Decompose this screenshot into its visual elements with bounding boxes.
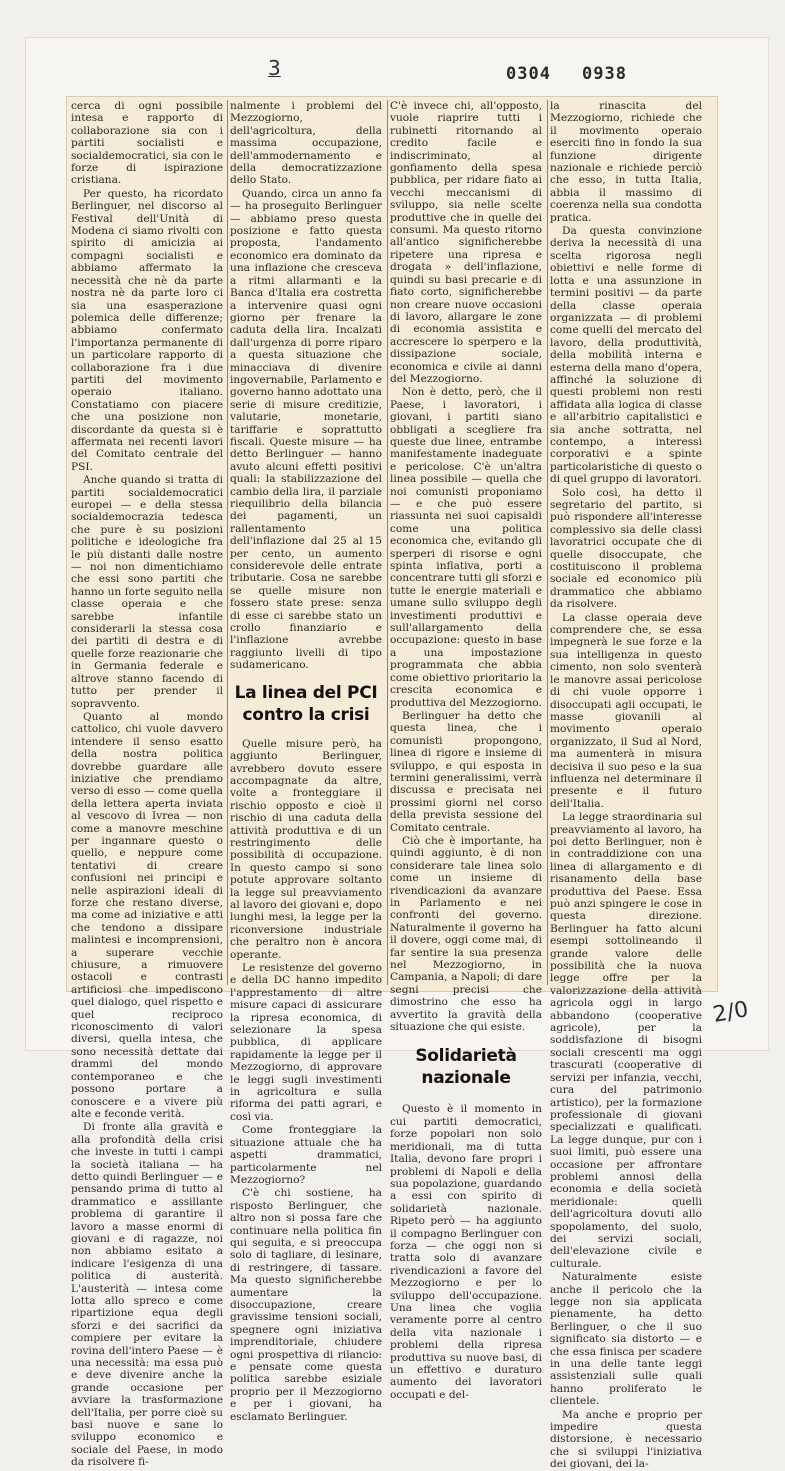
column-divider — [227, 100, 228, 985]
handwritten-page-number: 3 — [268, 56, 281, 80]
paragraph: Solo così, ha detto il segretario del partito, si può rispondere all'interesse complessivo sia delle classi lavoratrici occupate che di quelle disoccupate, che costituiscono il problema sociale ed economico più drammatico che abbiamo da risolvere. — [550, 486, 702, 611]
column-divider — [387, 100, 388, 985]
paragraph: nalmente i problemi del Mezzogiorno, dell'agricoltura, della massima occupazione, dell'ammodernamento e della democratizzazione dello Stato. — [230, 100, 382, 187]
paragraph: Come fronteggiare la situazione attuale che ha aspetti drammatici, particolarmente nel Mezzogiorno? — [230, 1124, 382, 1186]
paragraph: Anche quando si tratta di partiti socialdemocratici europei — e della stessa socialdemocrazia tedesca che pure è su posizioni politiche e ideologiche fra le più distanti dalle nostre — noi non dimentichiamo che essi sono partiti che hanno un forte seguito nella classe operaia e che sarebbe infantile considerarli la stessa cosa dei partiti di destra e di quelle forze reazionarie che in Germania federale e altrove stanno facendo di tutto per prender il sopravvento. — [71, 474, 223, 710]
paragraph: Questo è il momento in cui partiti democratici, forze popolari non solo meridionali, ma di tutta Italia, devono fare propri i problemi di Napoli e della sua popolazione, guardando a essi con spirito di solidarietà nazionale. Ripeto però — ha aggiunto il compagno Berlinguer con forza — che oggi non si tratta solo di avanzare rivendicazioni a favore del Mezzogiorno e per lo sviluppo dell'occupazione. Una linea che voglia veramente porre al centro della vita nazionale i problemi della ripresa produttiva su nuove basi, di un effettivo e duraturo aumento dei lavoratori occupati e del- — [390, 1103, 542, 1401]
paragraph: la rinascita del Mezzogiorno, richiede che il movimento operaio eserciti fino in fondo la sua funzione dirigente nazionale e richiede perciò che esso, in tutta Italia, abbia il massimo di coerenza nella sua condotta pratica. — [550, 100, 702, 224]
paragraph: C'è chi sostiene, ha risposto Berlinguer, che altro non si possa fare che continuare nella politica fin qui seguita, e si preoccupa solo di tagliare, di lesinare, di restringere, di tassare. Ma questo significherebbe aumentare la disoccupazione, creare gravissime tensioni sociali, spegnere ogni iniziativa imprenditoriale, chiudere ogni prospettiva di rilancio: e pensate come questa politica sarebbe esiziale proprio per il Mezzogiorno e per i giovani, ha esclamato Berlinguer. — [230, 1187, 382, 1423]
handwritten-mark: 2/0 — [711, 997, 751, 1028]
paragraph: Quando, circa un anno fa — ha proseguito Berlinguer — abbiamo preso questa posizione e fatto questa proposta, l'andamento economico era dominato da una inflazione che cresceva a ritmi allarmanti e la Banca d'Italia era costretta a intervenire quasi ogni giorno per frenare la caduta della lira. Incalzati dall'urgenza di porre riparo a questa situazione che minacciava di divenire ingovernabile, Parlamento e governo hanno adottato una serie di misure creditizie, valutarie, monetarie, tariffarie e soprattutto fiscali. Queste misure — ha detto Berlinguer — hanno avuto alcuni effetti positivi quali: la stabilizzazione del cambio della lira, il parziale riequilibrio della bilancia dei pagamenti, un rallentamento dell'inflazione dal 25 al 15 per cento, un aumento considerevole delle entrate tributarie. Cosa ne sarebbe se quelle misure non fossero state prese: senza di esse ci sarebbe stato un crollo finanziario e l'inflazione avrebbe raggiunto livelli di tipo sudamericano. — [230, 187, 382, 672]
paragraph: C'è invece chi, all'opposto, vuole riaprire tutti i rubinetti ritornando al credito facile e indiscriminato, al gonfiamento della spesa pubblica, per ridare fiato ai vecchi meccanismi di sviluppo, sia nelle scelte produttive che in quelle dei consumi. Ma questo ritorno all'antico significherebbe ripetere una ripresa e drogata » dell'inflazione, quindi su basi precarie e di fiato corto, significherebbe non creare nuove occasioni di lavoro, allargare le zone di economia assistita e accrescere lo sperpero e la dissipazione sociale, economica e civile ai danni del Mezzogiorno. — [390, 100, 542, 385]
paragraph: La classe operaia deve comprendere che, se essa impegnerà le sue forze e la sua intelligenza in questo cimento, non solo sventerà le manovre assai pericolose di chi vuole opporre i disoccupati agli occupati, le masse giovanili al movimento operaio organizzato, il Sud al Nord, ma aumenterà in misura decisiva il suo peso e la sua influenza nel determinare il presente e il futuro dell'Italia. — [550, 611, 702, 810]
subheadline-pci-line: La linea del PCI contro la crisi — [234, 682, 378, 725]
paragraph: Berlinguer ha detto che questa linea, che i comunisti propongono, linea di rigore e insieme di sviluppo, e qui esposta in termini generalissimi, verrà discussa e precisata nei prossimi giorni nel corso della prevista sessione del Comitato centrale. — [390, 709, 542, 834]
paragraph: Quelle misure però, ha aggiunto Berlinguer, avrebbero dovuto essere accompagnate da altre, volte a fronteggiare il rischio opposto e cioè il rischio di una caduta della attività produttiva e di un restringimento delle possibilità di occupazione. In questo campo si sono potute approvare soltanto la legge sul preavviamento al lavoro dei giovani e, dopo lunghi mesi, la legge per la riconversione industriale che peraltro non è ancora operante. — [230, 737, 382, 961]
article-column-2 — [230, 100, 382, 1423]
article-column-3 — [390, 100, 542, 1401]
paragraph: cerca di ogni possibile intesa e rapporto di collaborazione sia con i partiti socialisti e socialdemocratici, sia con le forze di ispirazione cristiana. — [71, 100, 223, 187]
paragraph: Naturalmente esiste anche il pericolo che la legge non sia applicata pienamente, ha detto Berlinguer, o che il suo significato sia distorto — e che essa finisca per scadere in una delle tante leggi assistenziali sulle quali hanno proliferato le clientele. — [550, 1271, 702, 1408]
paragraph: Le resistenze del governo e della DC hanno impedito l'apprestamento di altre misure capaci di assicurare la ripresa economica, di selezionare la spesa pubblica, di applicare rapidamente la legge per il Mezzogiorno, di approvare le leggi sugli investimenti in agricoltura e sulla riforma dei patti agrari, e così via. — [230, 962, 382, 1123]
paragraph: Per questo, ha ricordato Berlinguer, nel discorso al Festival dell'Unità di Modena ci siamo rivolti con spirito di amicizia ai compagni socialisti e abbiamo affermato la necessità che nè da parte nostra nè da parte loro ci sia una esasperazione polemica delle differenze; abbiamo confermato l'importanza permanente di un particolare rapporto di collaborazione fra i due partiti del movimento operaio italiano. Constatiamo con piacere che una posizione non discordante da questa si è affermata nei recenti lavori del Comitato centrale del PSI. — [71, 187, 223, 473]
column-divider — [547, 100, 548, 985]
archive-stamp-right: 0938 — [582, 64, 627, 84]
subheadline-national-solidarity: Solidarietà nazionale — [415, 1046, 517, 1089]
article-column-1 — [71, 100, 223, 1469]
paragraph: Quanto al mondo cattolico, chi vuole davvero intendere il senso esatto della nostra politica dovrebbe guardare alle iniziative che prendiamo verso di esso — come quella della lettera aperta inviata al vescovo di Ivrea — non come a manovre meschine per ingannare questo o quello, e neppure come tentativi di creare confusioni nei principi e nelle aspirazioni ideali di forze che restano diverse, ma come ad iniziative e atti che tendono a dissipare malintesi e incomprensioni, a superare vecchie chiusure, a rimuovere ostacoli e contrasti artificiosi che impediscono quel dialogo, quel rispetto e quel reciproco riconoscimento di valori diversi, quella intesa, che sono necessità dettate dai drammi del mondo contemporaneo e che possono portare a conoscere e a vivere più alte e feconde verità. — [71, 710, 223, 1120]
paragraph: Non è detto, però, che il Paese, i lavoratori, i giovani, i partiti siano obbligati a scegliere fra queste due linee, entrambe manifestamente inadeguate e pericolose. C'è un'altra linea possibile — quella che noi comunisti proponiamo — e che può essere riassunta nei suoi capisaldi come una politica economica che, evitando gli sperperi di risorse e ogni spinta inflativa, porti a concentrare tutti gli sforzi e tutte le energie materiali e umane sullo sviluppo degli investimenti produttivi e sull'allargamento della occupazione: questo in base a una impostazione programmata che abbia come obiettivo prioritario la crescita economica e produttiva del Mezzogiorno. — [390, 386, 542, 709]
paragraph: Ciò che è importante, ha quindi aggiunto, è di non considerare tale linea solo come un insieme di rivendicazioni da avanzare in Parlamento e nei confronti del governo. Naturalmente il governo ha il dovere, oggi come mai, di far sentire la sua presenza nel Mezzogiorno, in Campania, a Napoli; di dare segni precisi che dimostrino che esso ha avvertito la gravità della situazione che qui esiste. — [390, 834, 542, 1034]
paragraph: Ma anche e proprio per impedire questa distorsione, è necessario che si sviluppi l'iniziativa dei giovani, dei la- — [550, 1408, 702, 1471]
paragraph: Da questa convinzione deriva la necessità di una scelta rigorosa negli obiettivi e nelle forme di lotta e una assunzione in termini positivi — da parte della classe operaia organizzata — di problemi come quelli del mercato del lavoro, della produttività, della mobilità interna e esterna della mano d'opera, affinché la soluzione di questi problemi non resti affidata alla logica di classe e all'arbitrio capitalistici e sia anche sottratta, nel contempo, a interessi corporativi e a spinte particolaristiche di questo o di quel gruppo di lavoratori. — [550, 225, 702, 486]
article-column-4 — [550, 100, 702, 1471]
paragraph: Di fronte alla gravità e alla profondità della crisi che investe in tutti i campi la società italiana — ha detto quindi Berlinguer — e pensando prima di tutto al drammatico e assillante problema di garantire il lavoro a masse enormi di giovani e di ragazze, noi non abbiamo esitato a indicare l'esigenza di una politica di austerità. L'austerità — intesa come lotta allo spreco e come ripartizione equa degli sforzi e dei sacrifici da compiere per evitare la rovina dell'intero Paese — è una necessità: ma essa può e deve divenire anche la grande occasione per avviare la trasformazione dell'Italia, per porre cioè su basi nuove e sane lo sviluppo economico e sociale del Paese, in modo da risolvere fi- — [71, 1121, 223, 1469]
paragraph: La legge straordinaria sul preavviamento al lavoro, ha poi detto Berlinguer, non è in contraddizione con una linea di allargamento e di risanamento della base produttiva del Paese. Essa può anzi spingere le cose in questa direzione. Berlinguer ha fatto alcuni esempi sottolineando il grande valore delle possibilità che la nuova legge offre per la valorizzazione della attività agricola oggi in largo abbandono (cooperative agricole), per la soddisfazione di bisogni sociali crescenti ma oggi trascurati (cooperative di servizi per infanzia, vecchi, cura del patrimonio artistico), per la formazione professionale di giovani specializzati e qualificati. La legge dunque, pur con i suoi limiti, può essere una occasione per affrontare problemi annosi della economia e della società meridionale: quelli dell'agricoltura dovuti allo spopolamento, del suolo, dei servizi sociali, dell'elevazione civile e culturale. — [550, 811, 702, 1270]
archive-stamp-left: 0304 — [506, 64, 551, 84]
newspaper-clipping — [66, 96, 718, 1471]
